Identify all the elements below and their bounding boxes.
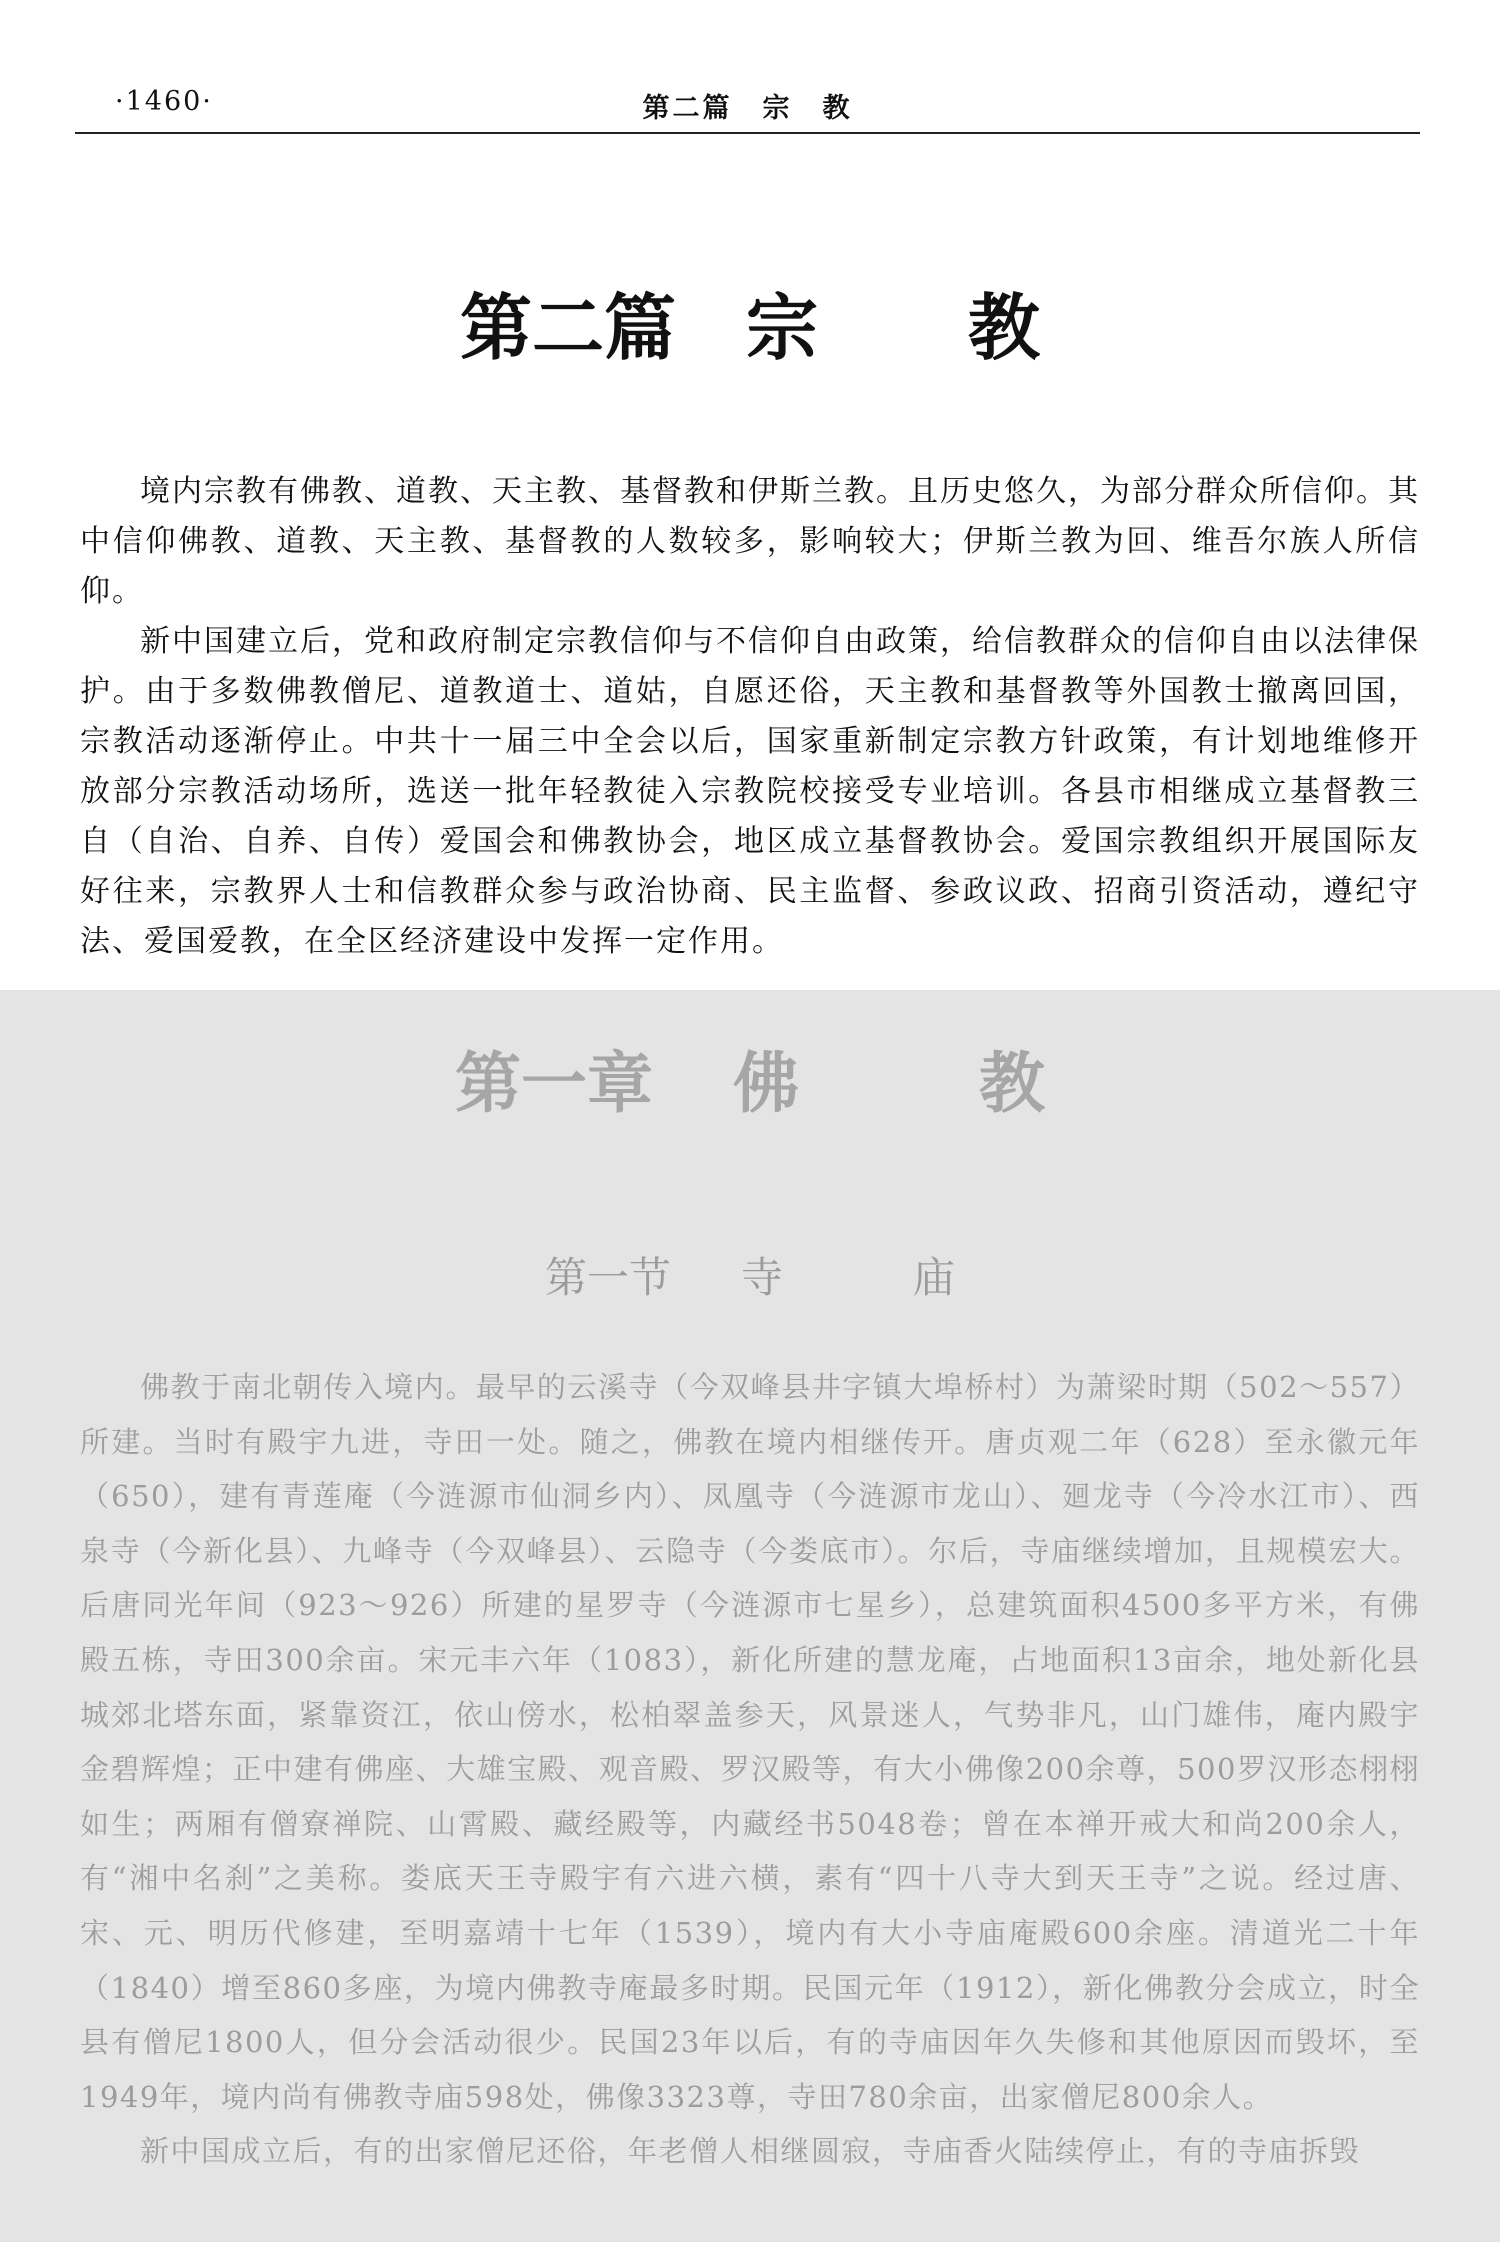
chapter-title-word-2: 教 bbox=[979, 1044, 1045, 1122]
header-title: 第二篇 宗 教 bbox=[642, 93, 853, 124]
chapter-paragraph: 新中国成立后，有的出家僧尼还俗，年老僧人相继圆寂，寺庙香火陆续停止，有的寺庙拆毁 bbox=[140, 2134, 1361, 2169]
part-title-word-1: 宗 bbox=[745, 286, 818, 370]
intro-text bbox=[80, 467, 1420, 967]
chapter-section bbox=[0, 990, 1500, 2242]
part-title bbox=[0, 270, 1500, 374]
section-title-word-1: 寺 bbox=[740, 1253, 783, 1302]
chapter-paragraph: 佛教于南北朝传入境内。最早的云溪寺（今双峰县井字镇大埠桥村）为萧梁时期（502～557）所建。当时有殿宇九进，寺田一处。随之，佛教在境内相继传开。唐贞观二年（628）至永徽元年（650），建有青莲庵（今涟源市仙洞乡内）、凤凰寺（今涟源市龙山）、廻龙寺（今冷水江市）、西泉寺（今新化县）、九峰寺（今双峰县）、云隐寺（今娄底市）。尔后，寺庙继续增加，且规模宏大。后唐同光年间（923～926）所建的星罗寺（今涟源市七星乡），总建筑面积4500多平方米，有佛殿五栋，寺田300余亩。宋元丰六年（1083），新化所建的慧龙庵，占地面积13亩余，地处新化县城郊北塔东面，紧靠资江，依山傍水，松柏翠盖参天，风景迷人，气势非凡，山门雄伟，庵内殿宇金碧辉煌；正中建有佛座、大雄宝殿、观音殿、罗汉殿等，有大小佛像200余尊，500罗汉形态栩栩如生；两厢有僧寮禅院、山霄殿、藏经殿等，内藏经书5048卷；曾在本禅开戒大和尚200余人，有“湘中名刹”之美称。娄底天王寺殿宇有六进六横，素有“四十八寺大到天王寺”之说。经过唐、宋、元、明历代修建，至明嘉靖十七年（1539），境内有大小寺庙庵殿600余座。清道光二十年（1840）增至860多座，为境内佛教寺庵最多时期。民国元年（1912），新化佛教分会成立，时全县有僧尼1800人，但分会活动很少。民国23年以后，有的寺庙因年久失修和其他原因而毁坏，至1949年，境内尚有佛教寺庙598处，佛像3323尊，寺田780余亩，出家僧尼800余人。 bbox=[80, 1370, 1420, 2114]
chapter-body bbox=[80, 1360, 1420, 2179]
section-label: 第一节 bbox=[544, 1253, 671, 1302]
chapter-label: 第一章 bbox=[455, 1044, 653, 1122]
running-header bbox=[75, 80, 1420, 134]
intro-paragraph: 境内宗教有佛教、道教、天主教、基督教和伊斯兰教。且历史悠久，为部分群众所信仰。其中信仰佛教、道教、天主教、基督教的人数较多，影响较大；伊斯兰教为回、维吾尔族人所信仰。 bbox=[80, 474, 1420, 609]
chapter-title bbox=[0, 1030, 1500, 1125]
chapter-title-word-1: 佛 bbox=[733, 1044, 799, 1122]
section-title bbox=[0, 1245, 1500, 1305]
section-title-word-2: 庙 bbox=[913, 1253, 956, 1302]
part-title-word-2: 教 bbox=[968, 286, 1041, 370]
page-number: ·1460· bbox=[115, 86, 213, 117]
intro-paragraph: 新中国建立后，党和政府制定宗教信仰与不信仰自由政策，给信教群众的信仰自由以法律保护。由于多数佛教僧尼、道教道士、道姑，自愿还俗，天主教和基督教等外国教士撤离回国，宗教活动逐渐停止。中共十一届三中全会以后，国家重新制定宗教方针政策，有计划地维修开放部分宗教活动场所，选送一批年轻教徒入宗教院校接受专业培训。各县市相继成立基督教三自（自治、自养、自传）爱国会和佛教协会，地区成立基督教协会。爱国宗教组织开展国际友好往来，宗教界人士和信教群众参与政治协商、民主监督、参政议政、招商引资活动，遵纪守法、爱国爱教，在全区经济建设中发挥一定作用。 bbox=[80, 624, 1420, 959]
part-title-part: 第二篇 bbox=[459, 286, 676, 370]
